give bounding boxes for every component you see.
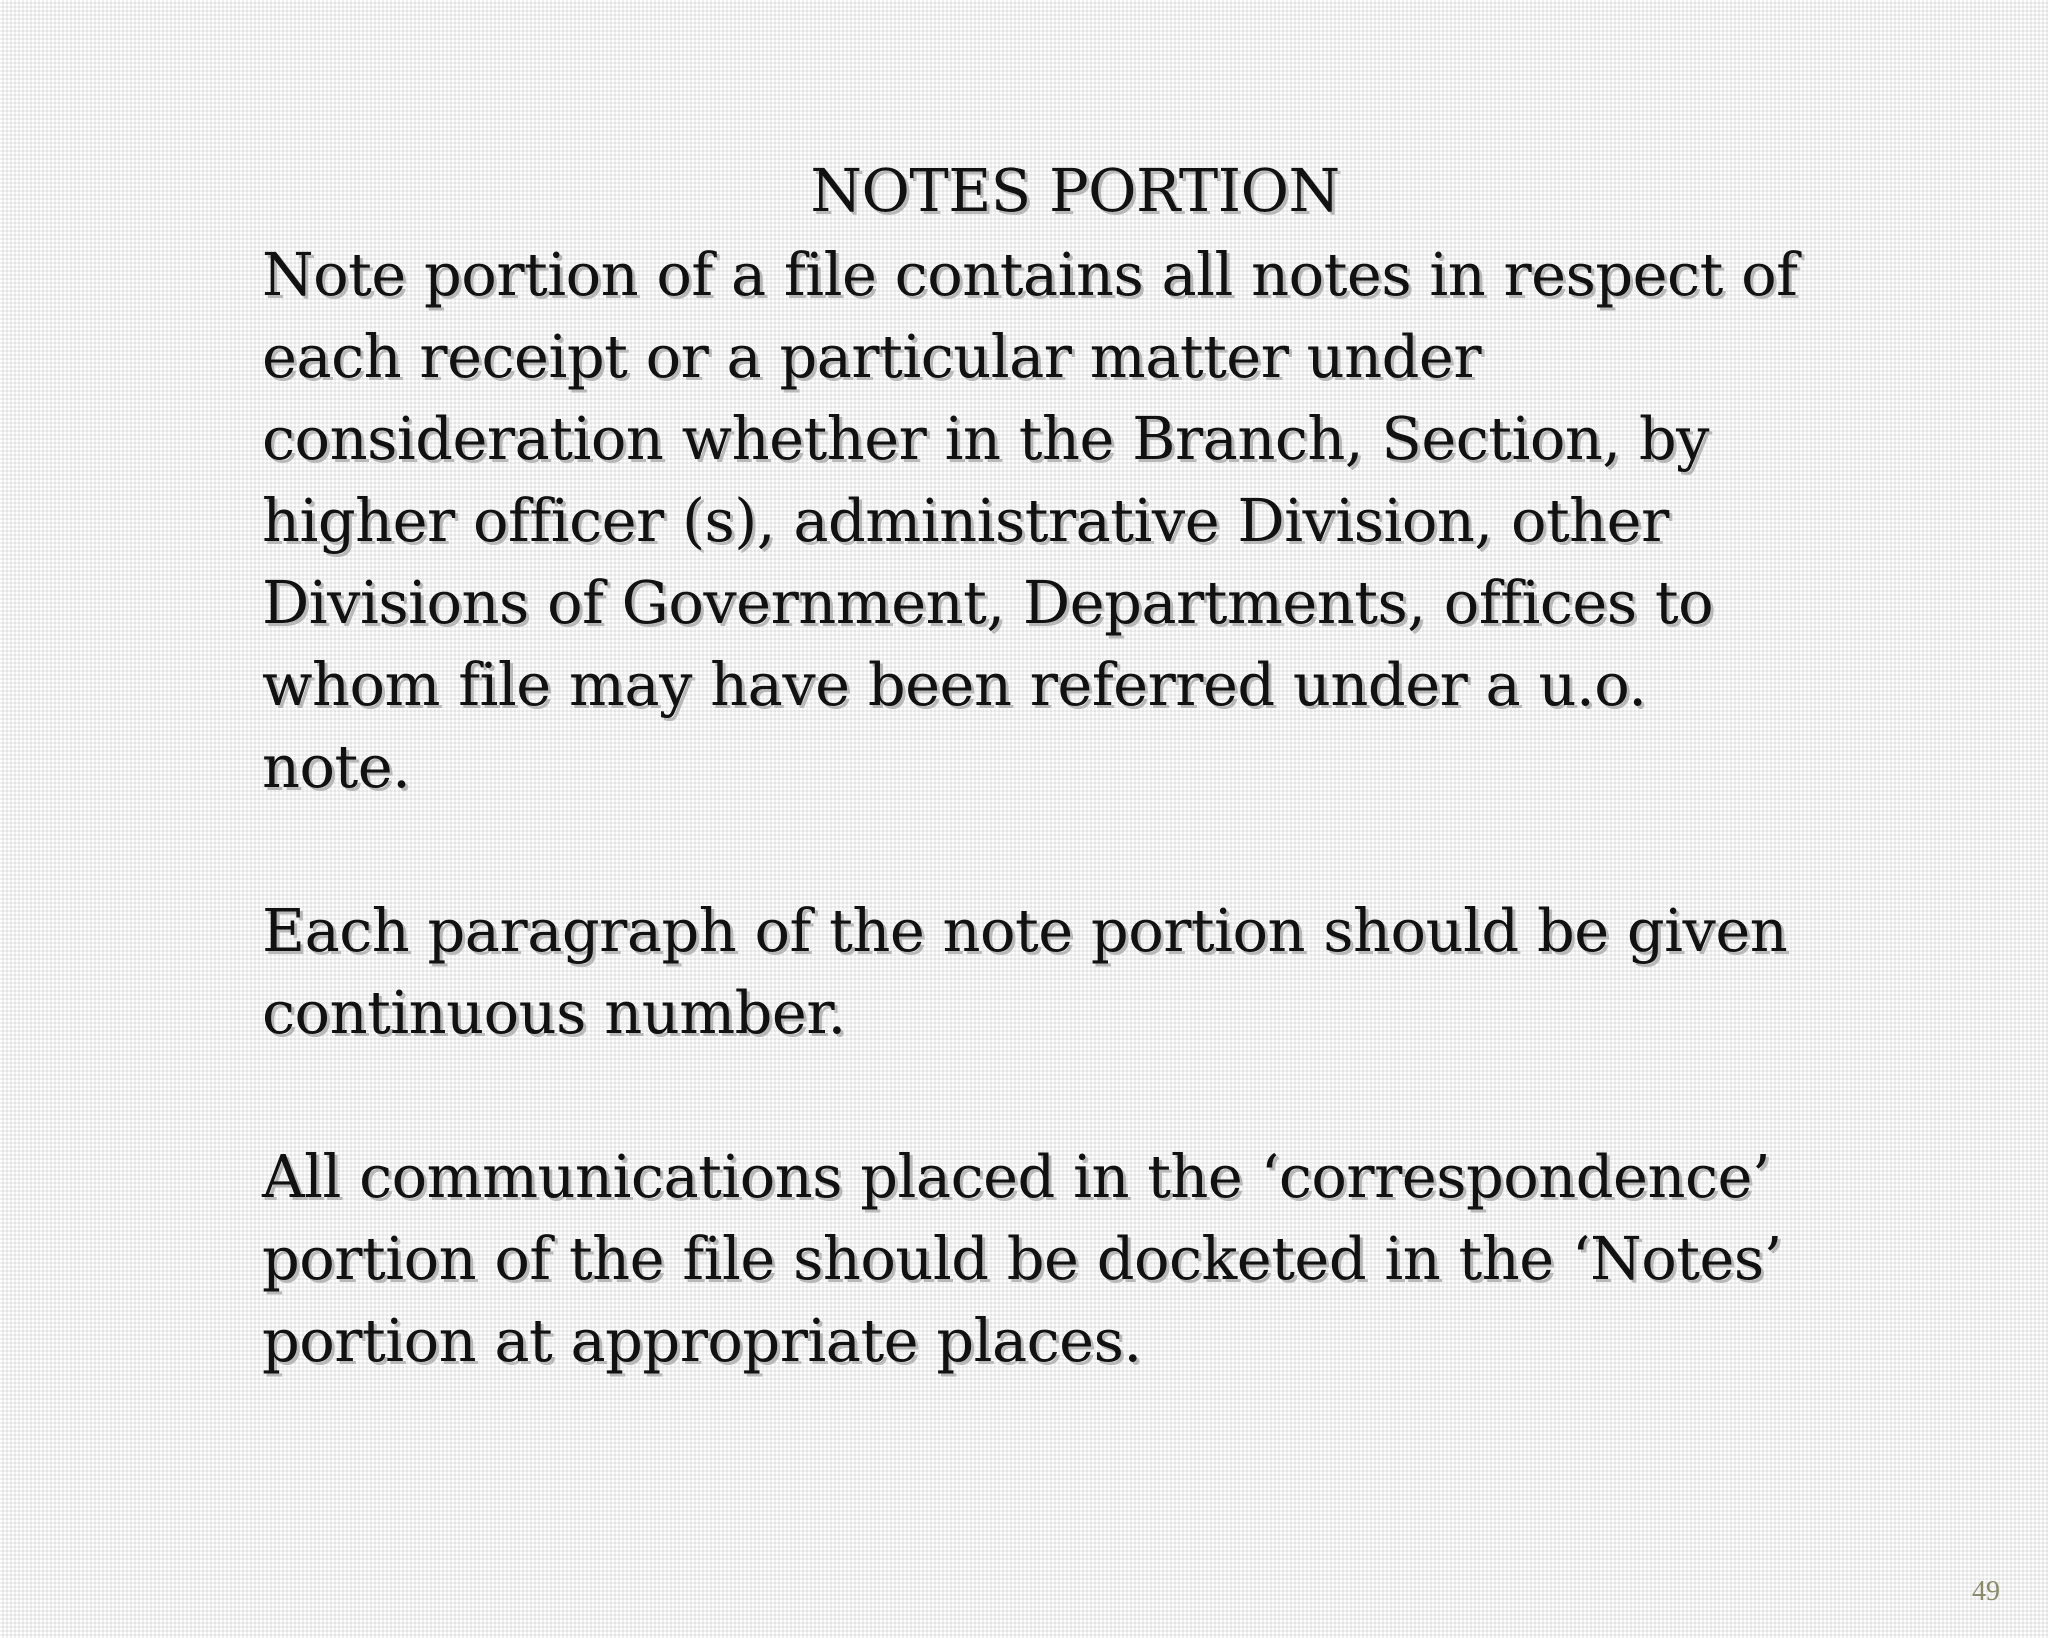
page-number: 49: [1972, 1576, 2000, 1607]
slide-title: NOTES PORTION: [810, 156, 1340, 225]
paragraph-continuous-numbering: Each paragraph of the note portion should be given continuous number.: [262, 896, 1788, 1047]
slide-body: [262, 234, 1942, 1382]
paragraph-note-portion-definition: Note portion of a file contains all notes in respect of each receipt or a particular matter under consideration whether in the Branch, Section, by higher officer (s), administrative Division, other Divisions of Government, Departments, offices to whom file may have been referred under a u.o. note.: [262, 240, 1798, 801]
paragraph-docketing: All communications placed in the ‘correspondence’ portion of the file should be docketed in the ‘Notes’ portion at appropriate places.: [262, 1142, 1782, 1375]
